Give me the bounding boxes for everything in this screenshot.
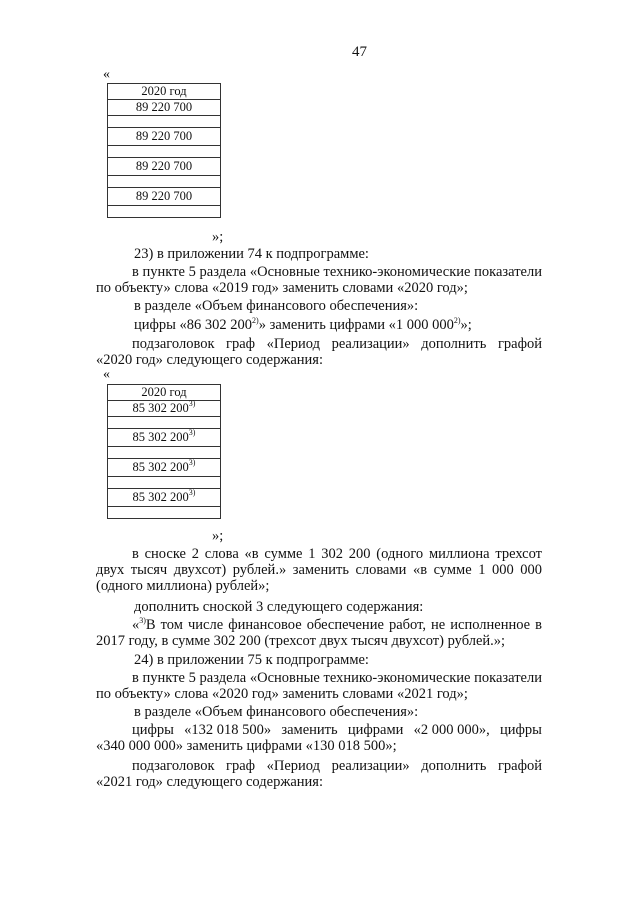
table-2020-b: [107, 384, 221, 519]
footnote-paragraph-2: дополнить сноской 3 следующего содержания:: [134, 599, 424, 615]
item-24-paragraph-4: подзаголовок граф «Период реализации» дополнить графой «2021 год» следующего содержания:: [96, 758, 542, 790]
item-24-paragraph-1: в пункте 5 раздела «Основные технико-экономические показатели по объекту» слова «2020 год» заменить словами «2021 год»;: [96, 670, 542, 702]
table-header: 2020 год: [108, 84, 221, 100]
item-23-paragraph-2: в разделе «Объем финансового обеспечения»:: [134, 298, 419, 314]
item-24-paragraph-2: в разделе «Объем финансового обеспечения»:: [134, 704, 419, 720]
table-cell: 89 220 700: [108, 188, 221, 206]
item-23-paragraph-1: в пункте 5 раздела «Основные технико-экономические показатели по объекту» слова «2019 год» заменить словами «2020 год»;: [96, 264, 542, 296]
item-23-title: 23) в приложении 74 к подпрограмме:: [134, 246, 369, 262]
open-quote: «: [103, 67, 110, 82]
table-cell: 89 220 700: [108, 128, 221, 146]
close-quote: »;: [212, 528, 224, 544]
table-cell: 85 302 200$^{3)}$: [108, 489, 221, 507]
table-cell: 89 220 700: [108, 100, 221, 116]
item-24-paragraph-3: цифры «132 018 500» заменить цифрами «2 000 000», цифры «340 000 000» заменить цифрами «130 018 500»;: [96, 722, 542, 754]
table-cell: 85 302 200$^{3)}$: [108, 429, 221, 447]
table-2020-a: [107, 83, 221, 218]
footnote-paragraph-3: «$^{3)}$В том числе финансовое обеспечение работ, не исполненное в 2017 году, в сумме 302 200 (трехсот двух тысяч двухсот) рублей.»;: [96, 616, 542, 649]
page-number: 47: [352, 44, 367, 60]
table-cell: 89 220 700: [108, 158, 221, 176]
item-24-title: 24) в приложении 75 к подпрограмме:: [134, 652, 369, 668]
footnote-paragraph-1: в сноске 2 слова «в сумме 1 302 200 (одного миллиона трехсот двух тысяч двухсот) рублей.» заменить словами «в сумме 1 000 000 (одного миллиона) рублей»;: [96, 546, 542, 594]
close-quote: »;: [212, 229, 224, 245]
item-23-paragraph-3: цифры «86 302 200$^{2)}$» заменить цифрами «1 000 000$^{2)}$»;: [134, 316, 472, 333]
table-header: 2020 год: [108, 385, 221, 401]
table-cell: 85 302 200$^{3)}$: [108, 459, 221, 477]
item-23-paragraph-4: подзаголовок граф «Период реализации» дополнить графой «2020 год» следующего содержания:: [96, 336, 542, 368]
table-cell: 85 302 200$^{3)}$: [108, 401, 221, 417]
open-quote: «: [103, 367, 110, 382]
